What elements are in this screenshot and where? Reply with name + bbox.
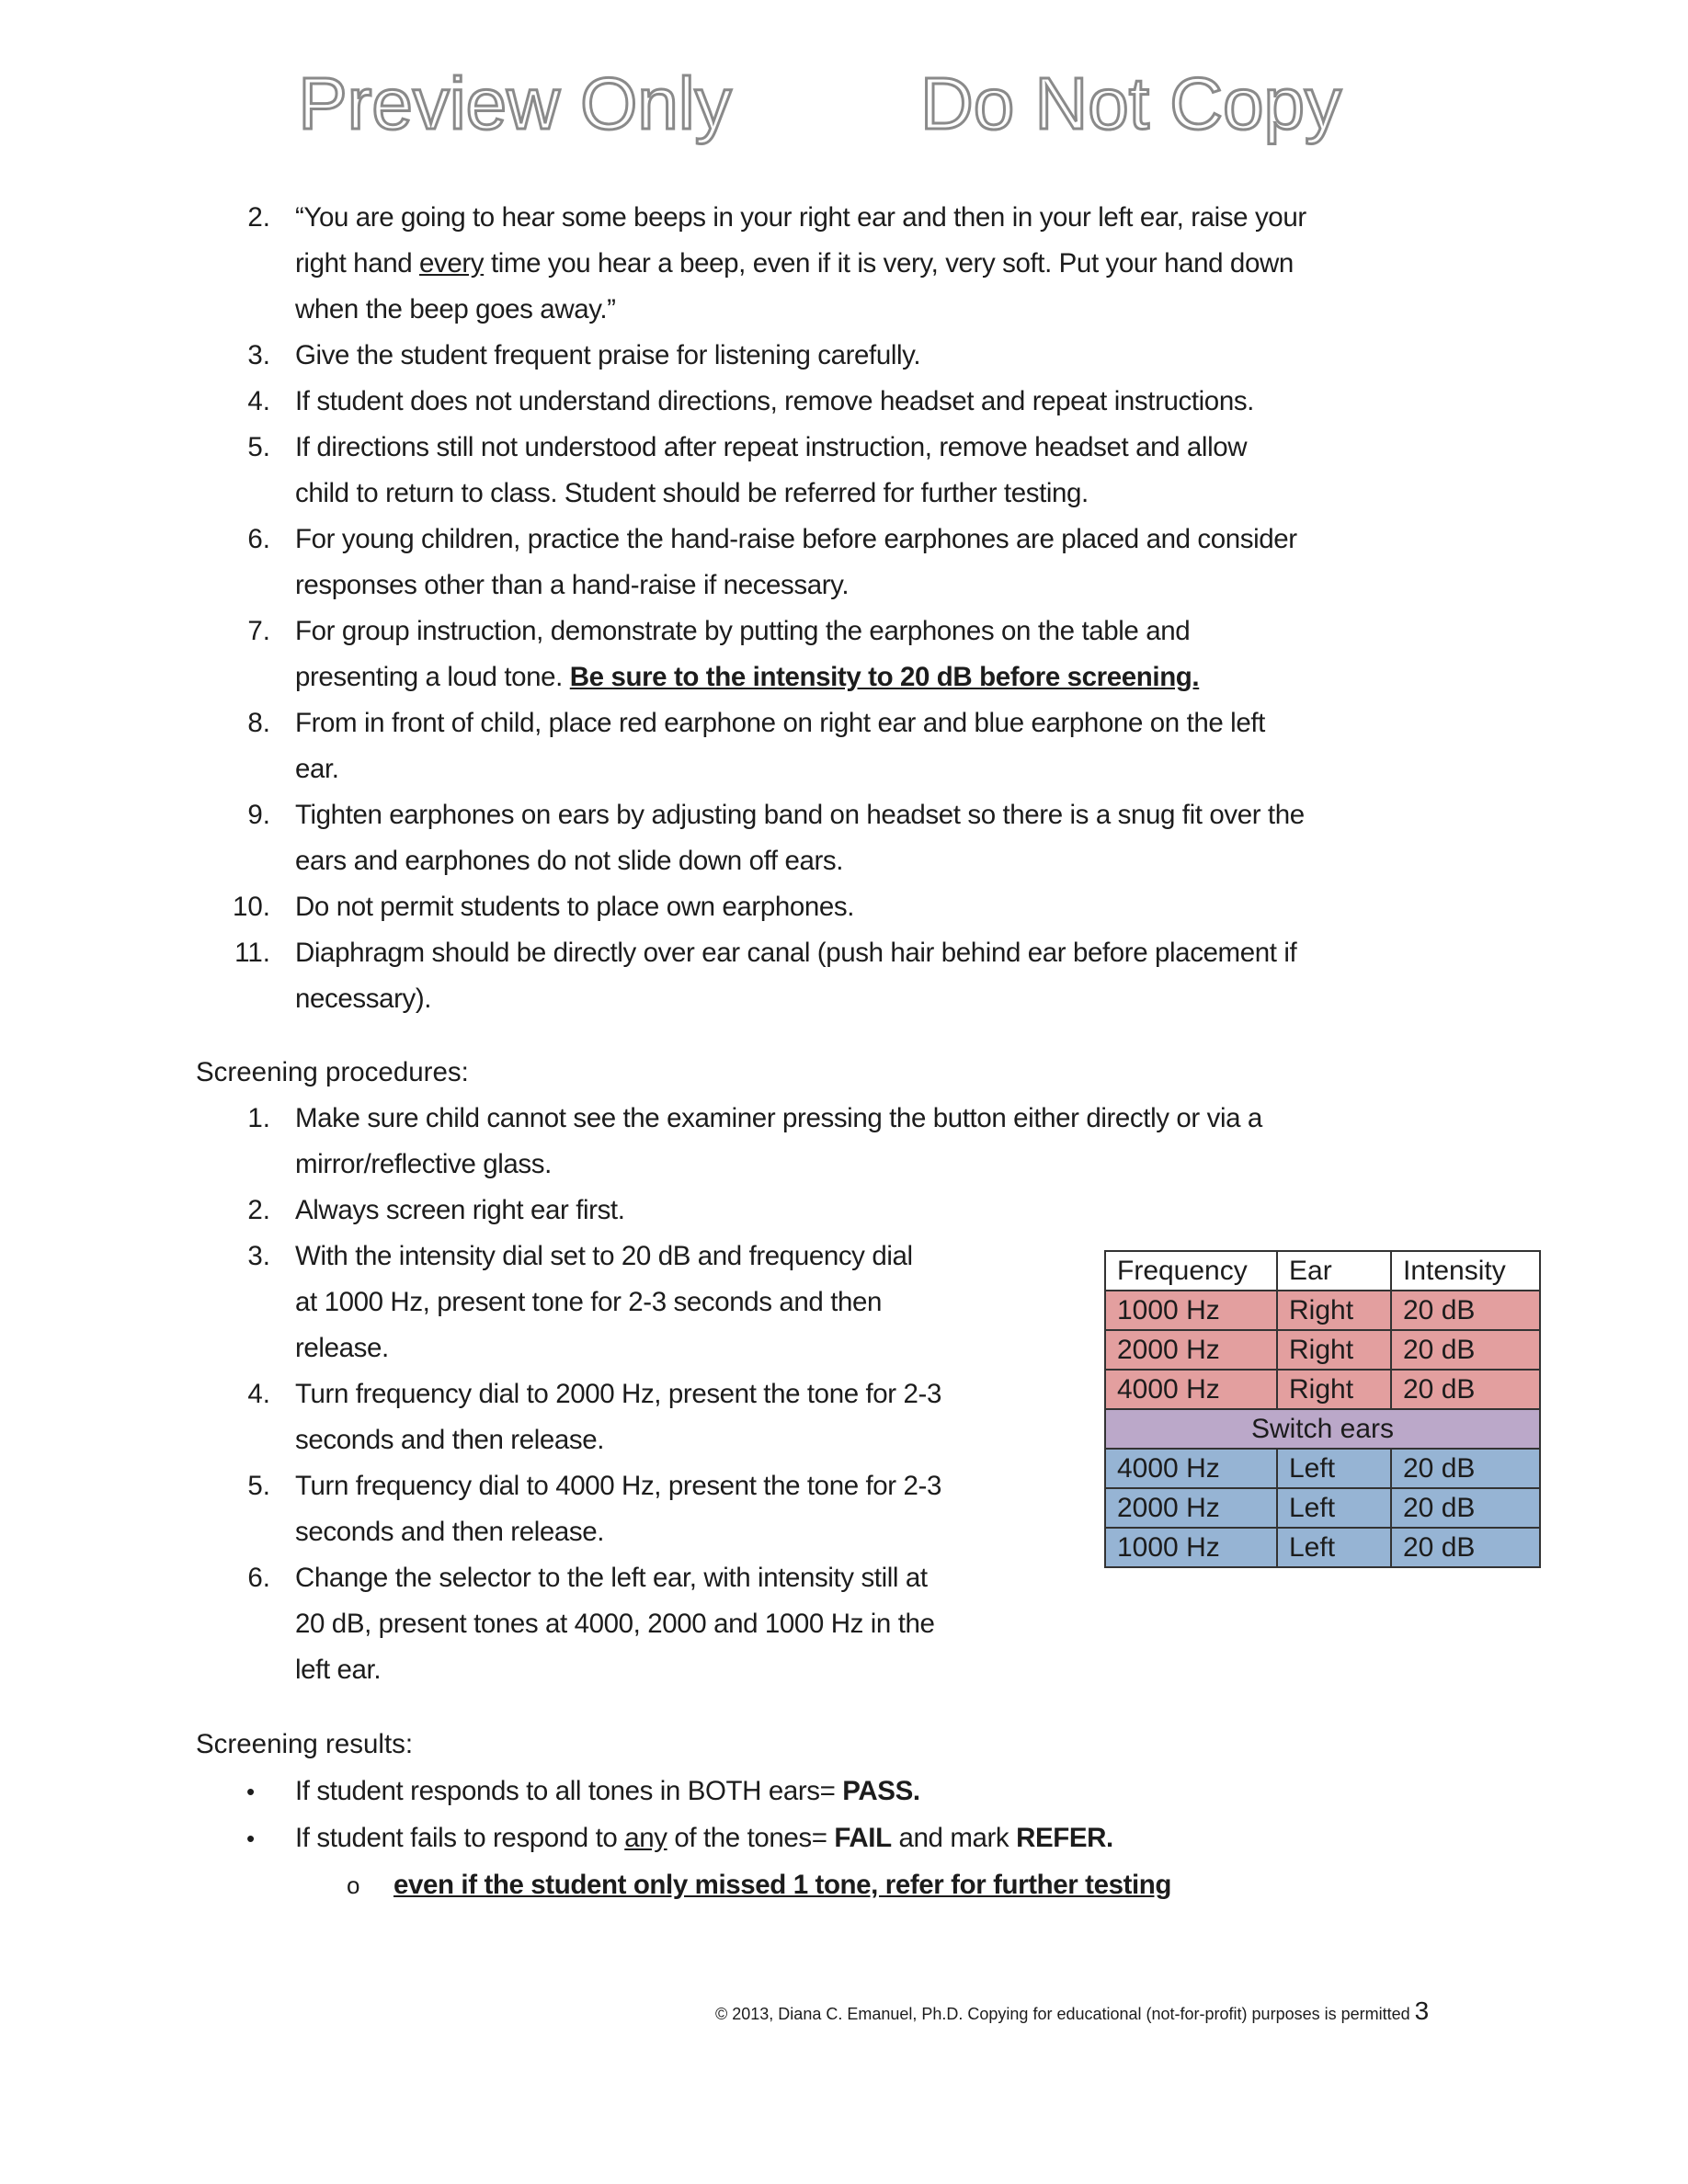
text-segment: necessary). bbox=[295, 984, 432, 1014]
text-segment: seconds and then release. bbox=[295, 1425, 605, 1455]
cell-intensity: 20 dB bbox=[1391, 1330, 1540, 1370]
procedure-line bbox=[295, 1188, 625, 1234]
procedure-line bbox=[295, 1509, 604, 1555]
text-segment: If student fails to respond to bbox=[295, 1823, 625, 1853]
cell-ear: Left bbox=[1277, 1488, 1391, 1528]
cell-intensity: 20 dB bbox=[1391, 1488, 1540, 1528]
text-segment: at 1000 Hz, present tone for 2-3 seconds and then bbox=[295, 1287, 883, 1317]
text-segment: For young children, practice the hand-raise before earphones are placed and consider bbox=[295, 524, 1297, 554]
instruction-line bbox=[295, 333, 920, 379]
cell-frequency: 4000 Hz bbox=[1105, 1370, 1277, 1409]
text-segment: For group instruction, demonstrate by putting the earphones on the table and bbox=[295, 616, 1191, 646]
list-number: 10. bbox=[232, 892, 270, 922]
text-segment: of the tones= bbox=[667, 1823, 835, 1853]
text-segment: “You are going to hear some beeps in your right ear and then in your left ear, raise your bbox=[295, 202, 1306, 233]
instruction-line bbox=[295, 654, 1199, 700]
cell-ear: Right bbox=[1277, 1291, 1391, 1330]
text-segment: Turn frequency dial to 4000 Hz, present the tone for 2-3 bbox=[295, 1471, 941, 1501]
instruction-line bbox=[295, 471, 1089, 517]
text-segment: presenting a loud tone. bbox=[295, 662, 570, 692]
text-segment: Be sure to the intensity to 20 dB before screening. bbox=[569, 662, 1200, 692]
text-segment: Do not permit students to place own earphones. bbox=[295, 892, 855, 922]
table-row bbox=[1105, 1488, 1540, 1528]
procedure-line bbox=[295, 1417, 604, 1463]
procedure-line bbox=[295, 1463, 941, 1509]
cell-ear: Left bbox=[1277, 1528, 1391, 1567]
text-segment: Diaphragm should be directly over ear canal (push hair behind ear before placement if bbox=[295, 938, 1297, 968]
text-segment: any bbox=[624, 1823, 667, 1853]
text-segment: time you hear a beep, even if it is very, very soft. Put your hand down bbox=[484, 248, 1294, 279]
list-number: 5. bbox=[247, 1471, 270, 1501]
table-row bbox=[1105, 1449, 1540, 1488]
watermark bbox=[0, 0, 1688, 184]
watermark-line-2: Do Not Copy bbox=[920, 63, 1341, 144]
text-segment: ears and earphones do not slide down off ears. bbox=[295, 846, 844, 876]
bullet-icon: • bbox=[246, 1778, 256, 1805]
screening-table bbox=[1104, 1250, 1541, 1568]
list-number: 2. bbox=[247, 1195, 270, 1225]
cell-frequency: 1000 Hz bbox=[1105, 1291, 1277, 1330]
procedure-line bbox=[295, 1647, 381, 1693]
table-row bbox=[1105, 1370, 1540, 1409]
instruction-line bbox=[295, 195, 1306, 241]
instruction-line bbox=[295, 976, 431, 1022]
cell-frequency: 1000 Hz bbox=[1105, 1528, 1277, 1567]
list-number: 1. bbox=[247, 1103, 270, 1133]
cell-ear: Left bbox=[1277, 1449, 1391, 1488]
instruction-line bbox=[295, 517, 1297, 563]
instruction-line bbox=[295, 792, 1305, 838]
procedure-line bbox=[295, 1555, 928, 1601]
list-number: 6. bbox=[247, 1563, 270, 1593]
list-number: 3. bbox=[247, 340, 270, 370]
list-number: 9. bbox=[247, 800, 270, 830]
list-number: 4. bbox=[247, 1379, 270, 1409]
instruction-line bbox=[295, 930, 1296, 976]
header-ear: Ear bbox=[1277, 1251, 1391, 1291]
results-heading: Screening results: bbox=[196, 1729, 414, 1759]
cell-intensity: 20 dB bbox=[1391, 1291, 1540, 1330]
header-frequency: Frequency bbox=[1105, 1251, 1277, 1291]
text-segment: seconds and then release. bbox=[295, 1517, 605, 1547]
text-segment: when the beep goes away.” bbox=[295, 294, 616, 324]
result-line bbox=[295, 1815, 1113, 1861]
list-number: 2. bbox=[247, 202, 270, 233]
text-segment: With the intensity dial set to 20 dB and frequency dial bbox=[295, 1241, 913, 1271]
cell-frequency: 2000 Hz bbox=[1105, 1488, 1277, 1528]
list-number: 11. bbox=[234, 938, 270, 968]
cell-frequency: 2000 Hz bbox=[1105, 1330, 1277, 1370]
text-segment: Make sure child cannot see the examiner pressing the button either directly or via a bbox=[295, 1103, 1262, 1133]
cell-intensity: 20 dB bbox=[1391, 1528, 1540, 1567]
copyright-text: © 2013, Diana C. Emanuel, Ph.D. Copying for educational (not-for-profit) purposes is permitted bbox=[715, 2005, 1410, 2023]
text-segment: REFER. bbox=[1016, 1823, 1113, 1853]
switch-ears-label: Switch ears bbox=[1105, 1409, 1540, 1449]
cell-ear: Right bbox=[1277, 1330, 1391, 1370]
instruction-line bbox=[295, 746, 339, 792]
text-segment: child to return to class. Student should be referred for further testing. bbox=[295, 478, 1089, 508]
list-number: 5. bbox=[247, 432, 270, 462]
footer bbox=[715, 1996, 1429, 2026]
instruction-line bbox=[295, 425, 1247, 471]
list-number: 8. bbox=[247, 708, 270, 738]
instruction-line bbox=[295, 609, 1190, 654]
cell-ear: Right bbox=[1277, 1370, 1391, 1409]
table-row bbox=[1105, 1291, 1540, 1330]
table-header-row bbox=[1105, 1251, 1540, 1291]
text-segment: left ear. bbox=[295, 1655, 382, 1685]
instruction-line bbox=[295, 379, 1254, 425]
switch-ears-row bbox=[1105, 1409, 1540, 1449]
text-segment: mirror/reflective glass. bbox=[295, 1149, 552, 1179]
instruction-line bbox=[295, 884, 854, 930]
list-number: 3. bbox=[247, 1241, 270, 1271]
table-row bbox=[1105, 1528, 1540, 1567]
instruction-line bbox=[295, 700, 1265, 746]
instruction-line bbox=[295, 838, 843, 884]
text-segment: If directions still not understood after repeat instruction, remove headset and allow bbox=[295, 432, 1248, 462]
text-segment: FAIL bbox=[834, 1823, 892, 1853]
procedure-line bbox=[295, 1234, 913, 1280]
cell-intensity: 20 dB bbox=[1391, 1449, 1540, 1488]
text-segment: Turn frequency dial to 2000 Hz, present the tone for 2-3 bbox=[295, 1379, 941, 1409]
procedures-heading: Screening procedures: bbox=[196, 1057, 469, 1087]
header-intensity: Intensity bbox=[1391, 1251, 1540, 1291]
page-number: 3 bbox=[1414, 1996, 1430, 2025]
watermark-line-1: Preview Only bbox=[298, 63, 732, 144]
cell-frequency: 4000 Hz bbox=[1105, 1449, 1277, 1488]
procedure-line bbox=[295, 1371, 941, 1417]
text-segment: Give the student frequent praise for listening carefully. bbox=[295, 340, 921, 370]
table-row bbox=[1105, 1330, 1540, 1370]
procedure-line bbox=[295, 1280, 882, 1325]
text-segment: PASS. bbox=[842, 1776, 920, 1806]
text-segment: If student responds to all tones in BOTH ears= bbox=[295, 1776, 843, 1806]
result-line bbox=[393, 1862, 1171, 1908]
text-segment: every bbox=[419, 248, 485, 279]
text-segment: Tighten earphones on ears by adjusting band on headset so there is a snug fit over the bbox=[295, 800, 1305, 830]
text-segment: and mark bbox=[891, 1823, 1017, 1853]
text-segment: From in front of child, place red earphone on right ear and blue earphone on the left bbox=[295, 708, 1265, 738]
list-number: 6. bbox=[247, 524, 270, 554]
text-segment: If student does not understand directions, remove headset and repeat instructions. bbox=[295, 386, 1254, 416]
text-segment: Always screen right ear first. bbox=[295, 1195, 625, 1225]
procedure-line bbox=[295, 1096, 1262, 1142]
text-segment: responses other than a hand-raise if necessary. bbox=[295, 570, 850, 600]
text-segment: release. bbox=[295, 1333, 389, 1363]
cell-intensity: 20 dB bbox=[1391, 1370, 1540, 1409]
text-segment: right hand bbox=[295, 248, 420, 279]
procedure-line bbox=[295, 1601, 935, 1647]
procedure-line bbox=[295, 1142, 552, 1188]
text-segment: 20 dB, present tones at 4000, 2000 and 1000 Hz in the bbox=[295, 1609, 935, 1639]
text-segment: ear. bbox=[295, 754, 339, 784]
bullet-icon: • bbox=[246, 1825, 256, 1852]
instruction-line bbox=[295, 287, 616, 333]
list-number: 7. bbox=[247, 616, 270, 646]
text-segment: even if the student only missed 1 tone, refer for further testing bbox=[393, 1870, 1172, 1900]
procedure-line bbox=[295, 1325, 389, 1371]
text-segment: Change the selector to the left ear, with intensity still at bbox=[295, 1563, 928, 1593]
instruction-line bbox=[295, 241, 1294, 287]
instruction-line bbox=[295, 563, 849, 609]
list-number: 4. bbox=[247, 386, 270, 416]
result-line bbox=[295, 1769, 920, 1814]
sub-bullet-icon: o bbox=[347, 1871, 360, 1899]
